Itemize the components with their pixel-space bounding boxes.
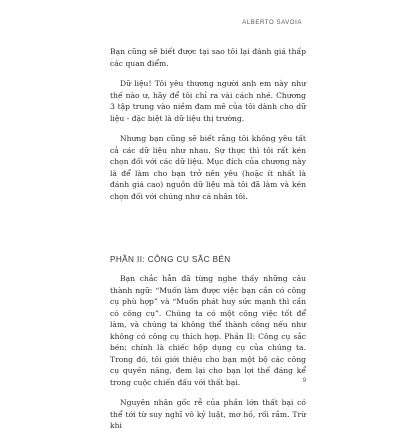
paragraph-5: Nguyên nhân gốc rễ của phần lớn thất bại có thể tới từ suy nghĩ vô kỷ luật, mơ hồ, rối rắm. Trừ khi	[110, 398, 306, 430]
body-text-top	[110, 46, 306, 202]
paragraph-3: Nhưng bạn cũng sẽ biết rằng tôi không yêu tất cả các dữ liệu như nhau. Sự thực thì tôi rất kén chọn đối với các dữ liệu. Mục đích của chương này là để làm cho bạn trở nên yêu (hoặc ít nhất là đánh giá cao) nguồn dữ liệu mà tôi đã làm và kén chọn đối với chúng như cá nhân tôi.	[110, 134, 306, 201]
paragraph-2: Dữ liệu! Tôi yêu thương người anh em này như thế nào ư, hãy để tôi chỉ ra vài cách nhé. Chương 3 tập trung vào niềm đam mê của tôi dành cho dữ liệu - đặc biệt là dữ liệu thị trường.	[110, 79, 306, 123]
section-heading: PHẦN II: CÔNG CỤ SẮC BÉN	[110, 255, 231, 264]
paragraph-4: Bạn chắc hẳn đã từng nghe thấy những câu thành ngữ: “Muốn làm được việc bạn cần có công cụ phù hợp” và “Muốn phát huy sức mạnh thì cần có công cụ”. Chúng ta có một công việc tốt để làm, và chúng ta không thể thành công nếu như không có công cụ thích hợp. Phần II: Công cụ sắc bén: chính là chiếc hộp dụng cụ của chúng ta. Trong đó, tôi giới thiệu cho bạn một bộ các công cụ quyền năng, đem lại cho bạn lợi thế đáng kể trong cuộc chiến đấu với thất bại.	[110, 274, 306, 387]
page-number: 9	[302, 378, 306, 384]
body-text-bottom	[110, 273, 306, 432]
running-head-author: ALBERTO SAVOIA	[242, 20, 302, 26]
paragraph-1: Bạn cũng sẽ biết được tại sao tôi lại đánh giá thấp các quan điểm.	[110, 47, 306, 68]
